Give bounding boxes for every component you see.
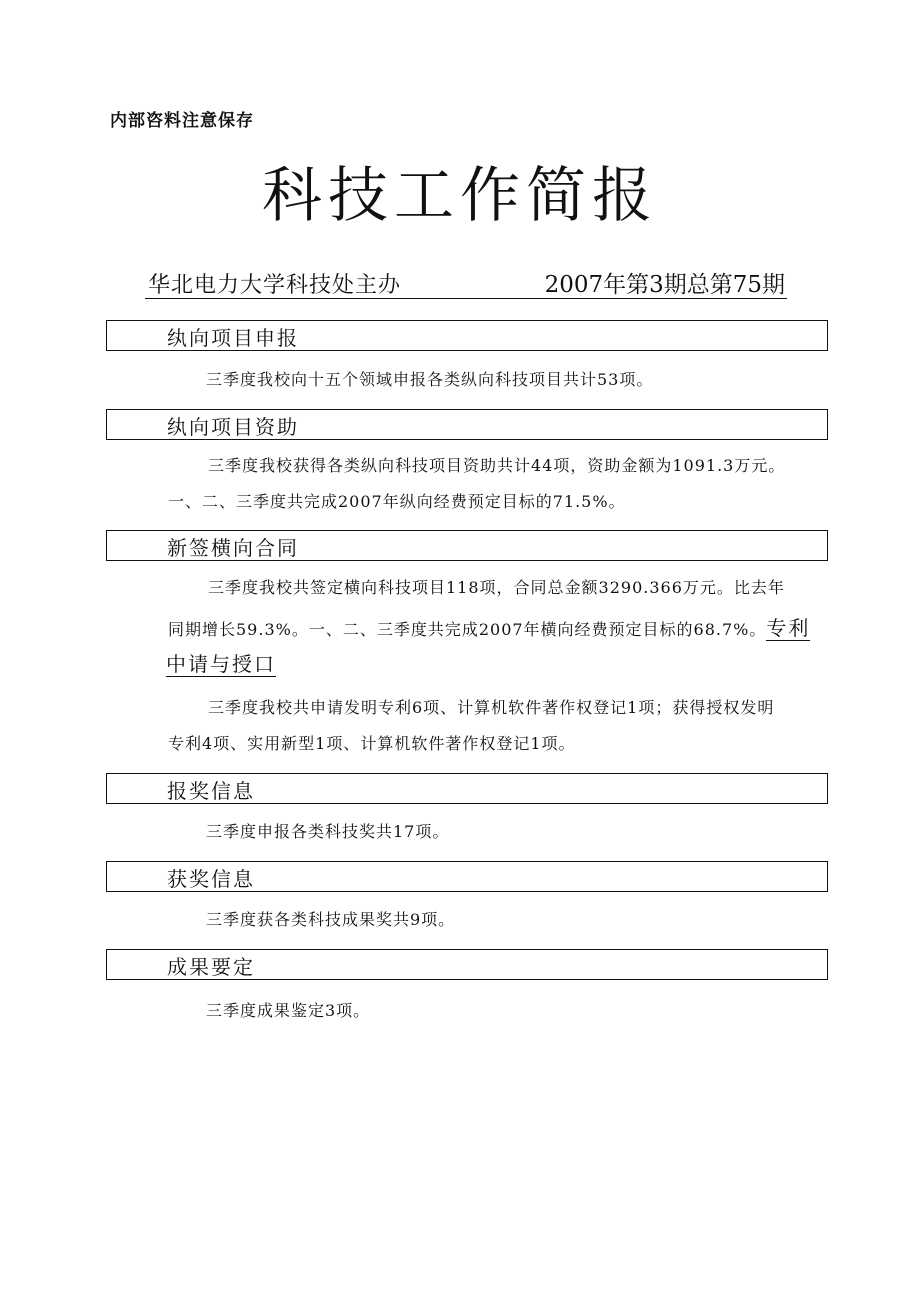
section-text-horizontal-contracts-line2 [168, 610, 828, 648]
section-heading-achievement-appraisal [106, 949, 828, 980]
issue-number: 2007年第3期总第75期 [544, 272, 785, 298]
section-heading-vertical-project-funding [106, 409, 828, 440]
section-text-patents-line2: 专利4项、实用新型1项、计算机软件著作权登记1项。 [168, 734, 576, 753]
section-text-achievement-appraisal: 三季度成果鉴定3项。 [206, 1001, 371, 1020]
confidential-notice: 内部咨料注意保存 [110, 111, 254, 131]
section-heading-awards-received [106, 861, 828, 892]
section-heading-label: 纨向项目资助 [167, 415, 299, 439]
page-title: 科技工作简报 [262, 161, 658, 231]
section-text-vertical-project-funding-line1: 三季度我校获得各类纵向科技项目资助共计44项，资助金额为1091.3万元。 [208, 456, 786, 475]
inline-heading-patent-part2: 中请与授口 [166, 652, 276, 676]
section-heading-horizontal-contracts [106, 530, 828, 561]
inline-heading-patent-part1: 专利 [766, 616, 811, 640]
publication-header [145, 268, 787, 299]
section-text-patents-line1: 三季度我校共申请发明专利6项、计算机软件著作权登记1项；获得授权发明 [208, 698, 775, 717]
inline-heading-patent-part2-wrap [166, 646, 826, 684]
section-heading-label: 纨向项目申报 [167, 326, 299, 350]
section-heading-label: 新签横向合同 [167, 536, 299, 560]
section-heading-label: 获奖信息 [167, 867, 255, 891]
section-text-award-application: 三季度申报各类科技奖共17项。 [206, 822, 450, 841]
section-heading-label: 报奖信息 [167, 779, 255, 803]
section-heading-label: 成果要定 [167, 955, 255, 979]
section-text-horizontal-contracts-line2-text: 同期增长59.3%。一、二、三季度共完成2007年横向经费预定目标的68.7%。 [168, 620, 767, 639]
section-text-vertical-project-funding-line2: 一、二、三季度共完成2007年纵向经费预定目标的71.5%。 [168, 492, 626, 511]
section-heading-award-application [106, 773, 828, 804]
organizer-label: 华北电力大学科技处主办 [148, 273, 402, 298]
section-text-horizontal-contracts-line1: 三季度我校共签定横向科技项目118项，合同总金额3290.366万元。比去年 [208, 578, 785, 597]
section-text-vertical-project-application: 三季度我校向十五个领域申报各类纵向科技项目共计53项。 [206, 370, 654, 389]
section-text-awards-received: 三季度获各类科技成果奖共9项。 [206, 910, 456, 929]
section-heading-vertical-project-application [106, 320, 828, 351]
